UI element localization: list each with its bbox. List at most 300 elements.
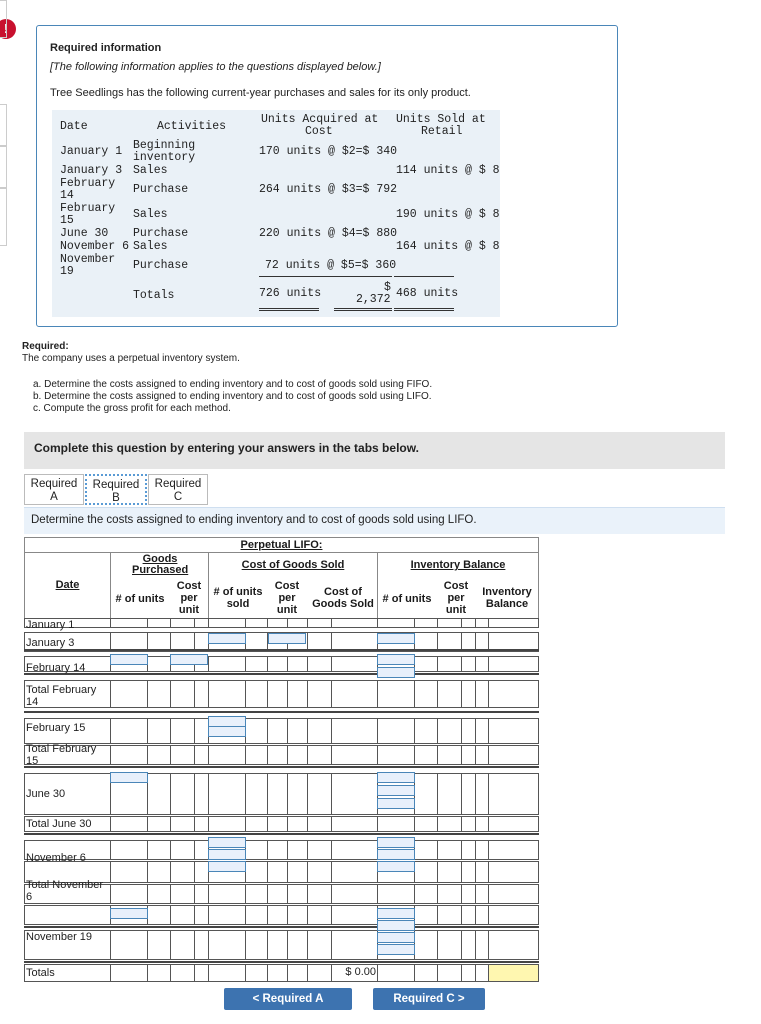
grid-cell[interactable]	[331, 861, 378, 883]
grid-cell[interactable]	[461, 884, 476, 904]
grid-cell[interactable]	[110, 618, 148, 628]
grid-cell[interactable]	[245, 680, 268, 708]
grid-cell[interactable]	[377, 964, 415, 982]
header-units-inv: # of units	[382, 593, 432, 605]
tab-label: B	[112, 492, 120, 504]
grid-cell[interactable]	[488, 718, 539, 744]
grid-cell[interactable]	[307, 840, 332, 860]
grid-cell[interactable]	[488, 773, 539, 815]
grid-cell[interactable]	[267, 840, 288, 860]
grid-cell[interactable]	[331, 816, 378, 832]
grid-cell[interactable]	[147, 680, 171, 708]
grid-cell[interactable]	[147, 861, 171, 883]
grid-cell[interactable]	[461, 718, 476, 744]
header-acquired-2: Cost	[305, 125, 333, 138]
required-text: The company uses a perpetual inventory system.	[22, 353, 240, 364]
grid-cell[interactable]	[307, 930, 332, 960]
grid-cell[interactable]	[461, 964, 476, 982]
row-label-feb14: February 14	[26, 662, 86, 674]
answer-input[interactable]	[110, 908, 148, 919]
grid-separator	[24, 711, 539, 713]
grid-cell[interactable]	[245, 964, 268, 982]
lifo-grid	[24, 537, 539, 983]
row-activity: Purchase	[133, 259, 189, 272]
grid-cell[interactable]	[437, 884, 462, 904]
grid-cell[interactable]	[170, 905, 195, 925]
info-title: Required information	[50, 42, 162, 54]
grid-cell[interactable]	[377, 884, 415, 904]
grid-cell[interactable]	[475, 618, 489, 628]
grid-cell[interactable]	[331, 773, 378, 815]
grid-cell[interactable]	[437, 816, 462, 832]
info-intro: Tree Seedlings has the following current-year purchases and sales for its only product.	[50, 87, 471, 99]
row-activity: Beginning	[133, 139, 196, 152]
grid-cell[interactable]	[208, 884, 246, 904]
required-label: Required:	[22, 341, 69, 352]
row-sold: 114 units @ $ 8	[396, 164, 500, 177]
grid-cell[interactable]	[287, 773, 308, 815]
grid-cell[interactable]	[245, 773, 268, 815]
grid-cell[interactable]	[287, 745, 308, 765]
tab-required-c[interactable]	[148, 474, 208, 505]
header-cost-per-2: per	[278, 592, 296, 604]
grid-cell[interactable]	[461, 680, 476, 708]
grid-cell[interactable]	[287, 861, 308, 883]
row-date: January 3	[60, 164, 123, 177]
grid-cell[interactable]	[461, 745, 476, 765]
grid-cell[interactable]	[287, 816, 308, 832]
answer-input[interactable]	[377, 633, 415, 644]
grid-cell[interactable]	[194, 861, 209, 883]
grid-cell[interactable]	[245, 905, 268, 925]
row-date: November	[60, 253, 116, 266]
grid-cell[interactable]	[414, 745, 438, 765]
grid-cell[interactable]	[287, 964, 308, 982]
grid-cell[interactable]	[245, 861, 268, 883]
cogs-total-value: $ 0.00	[345, 966, 376, 978]
grid-cell[interactable]	[170, 745, 195, 765]
grid-separator	[24, 926, 539, 928]
grid-cell[interactable]	[461, 816, 476, 832]
grid-cell[interactable]	[208, 745, 246, 765]
grid-cell[interactable]	[475, 840, 489, 860]
answer-input[interactable]	[377, 932, 415, 943]
grid-cell[interactable]	[475, 745, 489, 765]
answer-input[interactable]	[377, 667, 415, 678]
grid-cell[interactable]	[194, 905, 209, 925]
grid-cell[interactable]	[170, 884, 195, 904]
row-date: January 1	[60, 145, 123, 158]
instruction-text: Determine the costs assigned to ending inventory and to cost of goods sold using LIFO.	[31, 514, 477, 526]
grid-cell[interactable]	[475, 656, 489, 672]
grid-cell[interactable]	[147, 656, 171, 672]
totals-cost-sign: $	[384, 281, 391, 294]
header-units-sold: # of units	[213, 586, 263, 598]
header-cost-per-3: unit	[445, 604, 467, 616]
grid-cell[interactable]	[414, 718, 438, 744]
grid-cell[interactable]	[307, 745, 332, 765]
grid-cell[interactable]	[208, 964, 246, 982]
grid-cell[interactable]	[437, 861, 462, 883]
grid-cell[interactable]	[461, 773, 476, 815]
task-c: c. Compute the gross profit for each method.	[33, 403, 231, 414]
grid-cell[interactable]	[414, 930, 438, 960]
grid-cell[interactable]	[307, 680, 332, 708]
answer-input[interactable]	[377, 654, 415, 665]
grid-cell[interactable]	[110, 718, 148, 744]
grid-cell[interactable]	[267, 618, 288, 628]
grid-cell[interactable]	[475, 861, 489, 883]
grid-cell[interactable]	[287, 884, 308, 904]
row-label-total-nov6: Total November	[26, 879, 104, 891]
grid-cell[interactable]	[414, 884, 438, 904]
answer-input[interactable]	[377, 944, 415, 955]
answer-input[interactable]	[377, 772, 415, 783]
header-cost-per: Cost	[443, 580, 469, 592]
header-cost-per: Cost	[176, 580, 202, 592]
grid-separator	[24, 649, 539, 651]
grid-cell[interactable]	[461, 930, 476, 960]
grid-cell[interactable]	[475, 680, 489, 708]
grid-cell[interactable]	[488, 680, 539, 708]
grid-cell[interactable]	[331, 884, 378, 904]
next-required-c-button[interactable]: Required C >	[373, 988, 485, 1010]
tab-required-b[interactable]	[85, 474, 147, 505]
row-date: November 6	[60, 240, 130, 253]
grid-cell[interactable]	[307, 964, 332, 982]
grid-cell[interactable]	[414, 656, 438, 672]
grid-cell[interactable]	[331, 840, 378, 860]
row-label-jan1: January 1	[26, 619, 75, 631]
answer-input[interactable]	[110, 772, 148, 783]
grid-cell[interactable]	[414, 905, 438, 925]
grid-cell[interactable]	[208, 773, 246, 815]
grid-cell[interactable]	[194, 718, 209, 744]
grid-cell[interactable]	[208, 816, 246, 832]
grid-separator	[24, 833, 539, 835]
header-inventory: Inventory Balance	[410, 559, 506, 571]
row-label-total-feb15: Total February	[26, 743, 97, 755]
task-b: b. Determine the costs assigned to ending inventory and to cost of goods sold using LIFO.	[33, 391, 432, 402]
grid-cell[interactable]	[437, 680, 462, 708]
grid-cell[interactable]	[208, 930, 246, 960]
tab-label: C	[173, 491, 183, 503]
grid-cell[interactable]	[307, 618, 332, 628]
left-panel-edge	[0, 146, 7, 188]
row-label-totals: Totals	[26, 967, 55, 979]
header-cogs-col-2: Goods Sold	[312, 598, 374, 610]
grid-cell[interactable]	[267, 905, 288, 925]
grid-cell[interactable]	[377, 816, 415, 832]
row-sold: 190 units @ $ 8	[396, 208, 500, 221]
grid-cell[interactable]	[437, 718, 462, 744]
row-label-nov19: November 19	[26, 931, 93, 943]
row-date: February	[60, 177, 116, 190]
grid-cell[interactable]	[475, 884, 489, 904]
grid-cell[interactable]	[475, 816, 489, 832]
grid-cell[interactable]	[287, 840, 308, 860]
grid-cell[interactable]	[267, 718, 288, 744]
grid-cell[interactable]	[307, 656, 332, 672]
answer-input[interactable]	[377, 849, 415, 860]
double-rule	[394, 308, 454, 311]
grid-cell[interactable]	[307, 816, 332, 832]
grid-cell[interactable]	[475, 718, 489, 744]
grid-cell[interactable]	[194, 773, 209, 815]
subtotal-rule	[259, 276, 392, 277]
grid-cell[interactable]	[414, 773, 438, 815]
row-activity: Purchase	[133, 183, 189, 196]
alert-icon: !	[0, 19, 16, 39]
grid-cell[interactable]	[208, 905, 246, 925]
header-cost-per-3: unit	[276, 604, 298, 616]
left-panel-edge	[0, 104, 7, 146]
grid-cell[interactable]	[245, 718, 268, 744]
totals-label: Totals	[133, 289, 175, 302]
grid-cell[interactable]	[194, 930, 209, 960]
grid-cell[interactable]	[267, 680, 288, 708]
grid-cell[interactable]	[414, 816, 438, 832]
grid-cell[interactable]	[414, 840, 438, 860]
grid-cell[interactable]	[331, 618, 378, 628]
grid-cell[interactable]	[307, 861, 332, 883]
grid-cell[interactable]	[461, 656, 476, 672]
grid-cell[interactable]	[147, 745, 171, 765]
grid-cell[interactable]	[488, 618, 539, 628]
header-units-sold-2: sold	[226, 598, 250, 610]
grid-cell[interactable]	[194, 745, 209, 765]
grid-cell[interactable]	[194, 816, 209, 832]
grid-cell[interactable]	[488, 745, 539, 765]
grid-cell[interactable]	[245, 745, 268, 765]
grid-cell[interactable]	[147, 773, 171, 815]
grid-cell[interactable]	[110, 884, 148, 904]
grid-cell[interactable]	[147, 884, 171, 904]
header-acquired: Units Acquired at	[261, 113, 379, 126]
grid-cell[interactable]	[267, 773, 288, 815]
grid-cell[interactable]	[461, 861, 476, 883]
grid-cell[interactable]	[331, 656, 378, 672]
tab-label: Required	[92, 479, 140, 491]
grid-cell[interactable]	[267, 884, 288, 904]
answer-input[interactable]	[208, 726, 246, 737]
grid-cell[interactable]	[170, 618, 195, 628]
grid-cell[interactable]	[377, 680, 415, 708]
row-acquired: 220 units @ $4=$ 880	[259, 227, 398, 240]
grid-cell[interactable]	[414, 861, 438, 883]
grid-cell[interactable]	[287, 905, 308, 925]
header-cogs: Cost of Goods Sold	[241, 559, 345, 571]
grid-cell[interactable]	[488, 884, 539, 904]
grid-cell[interactable]	[245, 840, 268, 860]
grid-separator	[24, 673, 539, 675]
grid-cell[interactable]	[331, 905, 378, 925]
subtotal-rule	[394, 276, 454, 277]
grid-cell[interactable]	[488, 861, 539, 883]
grid-cell[interactable]	[110, 964, 148, 982]
grid-cell[interactable]	[461, 905, 476, 925]
grid-cell[interactable]	[147, 718, 171, 744]
grid-cell[interactable]	[488, 930, 539, 960]
grid-cell[interactable]	[170, 964, 195, 982]
grid-cell[interactable]	[331, 718, 378, 744]
header-sold-2: Retail	[421, 125, 463, 138]
grid-cell[interactable]	[377, 745, 415, 765]
grid-cell[interactable]	[287, 930, 308, 960]
answer-input[interactable]	[208, 861, 246, 872]
grid-cell[interactable]	[377, 718, 415, 744]
row-label-total-nov6-2: 6	[26, 891, 33, 903]
row-date: June 30	[60, 227, 109, 240]
row-label-jun30: June 30	[26, 788, 66, 800]
grid-cell[interactable]	[208, 680, 246, 708]
answer-input[interactable]	[110, 654, 148, 665]
grid-cell[interactable]	[267, 964, 288, 982]
answer-input[interactable]	[208, 849, 246, 860]
tab-label: Required	[30, 478, 78, 490]
grid-cell[interactable]	[147, 964, 171, 982]
grid-cell[interactable]	[110, 816, 148, 832]
grid-cell[interactable]	[461, 618, 476, 628]
grid-cell[interactable]	[267, 930, 288, 960]
totals-units-sold: 468 units	[396, 287, 459, 300]
grid-cell[interactable]	[245, 816, 268, 832]
grid-cell[interactable]	[287, 618, 308, 628]
grid-cell[interactable]	[194, 618, 209, 628]
grid-cell	[24, 905, 111, 925]
row-acquired: 170 units @ $2=$ 340	[259, 145, 398, 158]
grid-cell[interactable]	[147, 905, 171, 925]
grid-cell[interactable]	[147, 618, 171, 628]
grid-cell[interactable]	[488, 964, 539, 982]
grid-cell[interactable]	[245, 618, 268, 628]
row-date-2: 15	[60, 214, 74, 227]
grid-cell[interactable]	[110, 840, 148, 860]
grid-cell[interactable]	[147, 840, 171, 860]
grid-cell[interactable]	[331, 680, 378, 708]
grid-cell[interactable]	[110, 930, 148, 960]
grid-cell[interactable]	[245, 884, 268, 904]
answer-input[interactable]	[377, 837, 415, 848]
grid-cell[interactable]	[437, 964, 462, 982]
header-goods-purchased: Goods Purchased	[132, 553, 189, 576]
grid-cell[interactable]	[110, 861, 148, 883]
grid-cell[interactable]	[437, 773, 462, 815]
answer-input[interactable]	[170, 654, 208, 665]
header-cost-per: Cost	[274, 580, 300, 592]
row-activity-2: inventory	[133, 151, 196, 164]
answer-input[interactable]	[377, 785, 415, 796]
answer-input[interactable]	[377, 908, 415, 919]
row-activity: Sales	[133, 164, 168, 177]
grid-cell[interactable]	[245, 656, 268, 672]
grid-cell[interactable]	[194, 680, 209, 708]
grid-cell[interactable]	[287, 680, 308, 708]
grid-cell[interactable]	[170, 680, 195, 708]
grid-cell[interactable]	[287, 656, 308, 672]
answer-input[interactable]	[377, 861, 415, 872]
grid-cell[interactable]	[194, 964, 209, 982]
grid-cell[interactable]	[414, 964, 438, 982]
grid-cell[interactable]	[437, 840, 462, 860]
grid-cell[interactable]	[488, 656, 539, 672]
grid-cell[interactable]	[267, 816, 288, 832]
grid-cell[interactable]	[488, 816, 539, 832]
prev-required-a-button[interactable]: < Required A	[224, 988, 352, 1010]
answer-input[interactable]	[268, 633, 306, 644]
grid-cell[interactable]	[208, 618, 246, 628]
header-inv-balance: Inventory	[482, 586, 532, 598]
grid-cell[interactable]	[267, 745, 288, 765]
header-units-purchased: # of units	[115, 593, 165, 605]
answer-input[interactable]	[208, 837, 246, 848]
grid-cell[interactable]	[110, 680, 148, 708]
grid-cell[interactable]	[414, 618, 438, 628]
grid-cell[interactable]	[331, 930, 378, 960]
tab-required-a[interactable]	[24, 474, 84, 505]
grid-cell[interactable]	[170, 718, 195, 744]
header-cost-per-2: per	[180, 592, 198, 604]
grid-cell[interactable]	[475, 930, 489, 960]
header-sold: Units Sold at	[396, 113, 486, 126]
grid-cell[interactable]	[488, 840, 539, 860]
grid-cell[interactable]	[307, 718, 332, 744]
row-date: February	[60, 202, 116, 215]
grid-cell[interactable]	[170, 816, 195, 832]
grid-cell[interactable]	[307, 773, 332, 815]
grid-cell[interactable]	[170, 861, 195, 883]
grid-cell[interactable]	[331, 745, 378, 765]
grid-cell[interactable]	[110, 745, 148, 765]
grid-cell[interactable]	[208, 656, 246, 672]
grid-cell[interactable]	[475, 773, 489, 815]
answer-input[interactable]	[377, 920, 415, 931]
grid-cell[interactable]	[437, 656, 462, 672]
header-date: Date	[60, 120, 88, 133]
grid-cell[interactable]	[267, 861, 288, 883]
grid-cell[interactable]	[437, 905, 462, 925]
answer-input[interactable]	[377, 798, 415, 809]
grid-cell[interactable]	[170, 840, 195, 860]
grid-cell[interactable]	[307, 905, 332, 925]
grid-cell[interactable]	[267, 656, 288, 672]
grid-cell[interactable]	[437, 745, 462, 765]
grid-cell[interactable]	[488, 905, 539, 925]
grid-cell[interactable]	[147, 816, 171, 832]
task-a: a. Determine the costs assigned to ending inventory and to cost of goods sold using FIFO.	[33, 379, 433, 390]
row-label-feb15: February 15	[26, 722, 86, 734]
grid-cell[interactable]	[461, 840, 476, 860]
grid-cell[interactable]	[194, 840, 209, 860]
grid-cell[interactable]	[437, 618, 462, 628]
grid-cell[interactable]	[475, 964, 489, 982]
grid-cell[interactable]	[475, 905, 489, 925]
info-note: [The following information applies to the questions displayed below.]	[50, 61, 381, 73]
grid-cell[interactable]	[170, 930, 195, 960]
grid-cell[interactable]	[414, 680, 438, 708]
left-panel-edge	[0, 188, 7, 246]
grid-cell[interactable]	[307, 884, 332, 904]
grid-cell[interactable]	[147, 930, 171, 960]
answer-input[interactable]	[208, 633, 246, 644]
grid-cell[interactable]	[170, 773, 195, 815]
grid-cell[interactable]	[377, 618, 415, 628]
grid-cell[interactable]	[287, 718, 308, 744]
totals-cost: 2,372	[356, 293, 391, 306]
grid-cell[interactable]	[437, 930, 462, 960]
grid-cell[interactable]	[194, 884, 209, 904]
grid-cell[interactable]	[245, 930, 268, 960]
